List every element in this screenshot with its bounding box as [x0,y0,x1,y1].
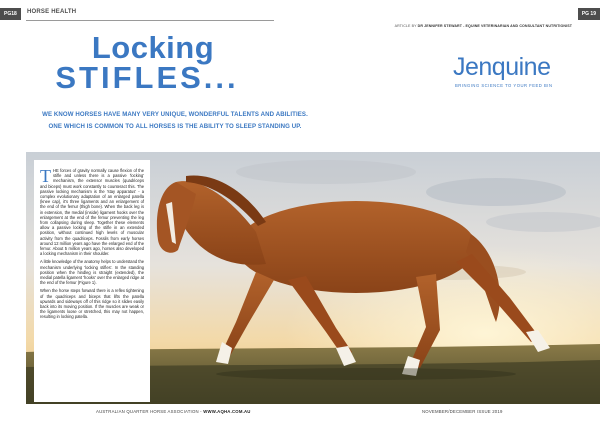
page-number-right: PG 19 [578,8,600,20]
article-title-line1: Locking [91,30,215,65]
body-paragraph-1-text: HE forces of gravity normally cause flexion of the stifle and unless there is a passive 'locking' mechanism, the extensor muscles (quadriceps and biceps) must work constantly to counteract this. The passive locking mechanism is the 'stay apparatus' - a complex evolutionary adaptation of an enlarged patella (knee cap), it's three ligaments and an enlargement of the end of the femur (thigh bone). When the back leg is in extension, the medial (inside) ligament hooks over the enlargement at the end of the femur preventing the leg from collapsing during sleep. Together these elements allow a passive locking of the stifle in an extended position, without continued high levels of muscular activity from the quadriceps. Fossils from early horses around 12 million years ago have the enlarged end of the femur. About 5 million years ago, horses also developed a locking mechanism in their shoulder. [40,168,144,257]
article-title-line2: STIFLES... [55,60,239,95]
body-paragraph-1 [40,168,144,256]
section-divider [26,20,274,21]
byline-author: DR JENNIFER STEWART - EQUINE VETERINARIAN AND CONSULTANT NUTRITIONIST [417,24,572,28]
footer-publisher: AUSTRALIAN QUARTER HORSE ASSOCIATION - [96,409,202,414]
drop-cap: T [40,166,51,186]
article-byline [395,24,572,28]
article-body-column [34,160,150,402]
footer-website-link[interactable]: WWW.AQHA.COM.AU [203,409,251,414]
page-number-left: PG18 [0,8,21,20]
body-paragraph-3: When the horse steps forward there is a reflex tightening of the quadriceps and biceps that lifts the patella upwards and sideways off of this ridge so it slides easily back into its moving position. If the muscles are weak or the ligaments loose or stretched, this may not happen, resulting in locking patella. [40,288,144,320]
logo-tagline: BRINGING SCIENCE TO YOUR FEED BIN [455,83,553,88]
logo-wordmark: Jenquine [453,53,551,81]
byline-prefix: ARTICLE BY [394,24,417,28]
jenquine-logo [453,53,583,88]
footer-publication [96,409,251,414]
footer-issue: NOVEMBER/DECEMBER ISSUE 2019 [422,409,503,414]
section-label: HORSE HEALTH [27,9,77,15]
article-intro: WE KNOW HORSES HAVE MANY VERY UNIQUE, WONDERFUL TALENTS AND ABILITIES. ONE WHICH IS COMMON TO ALL HORSES IS THE ABILITY TO SLEEP STANDING UP. [42,111,308,130]
body-paragraph-2: A little knowledge of the anatomy helps to understand the mechanism underlying 'locking stifles'. In the standing position when the hindleg is straight (extended), the medial patella ligament 'hooks' over the enlarged ridge at the end of the femur (Figure 1). [40,259,144,286]
